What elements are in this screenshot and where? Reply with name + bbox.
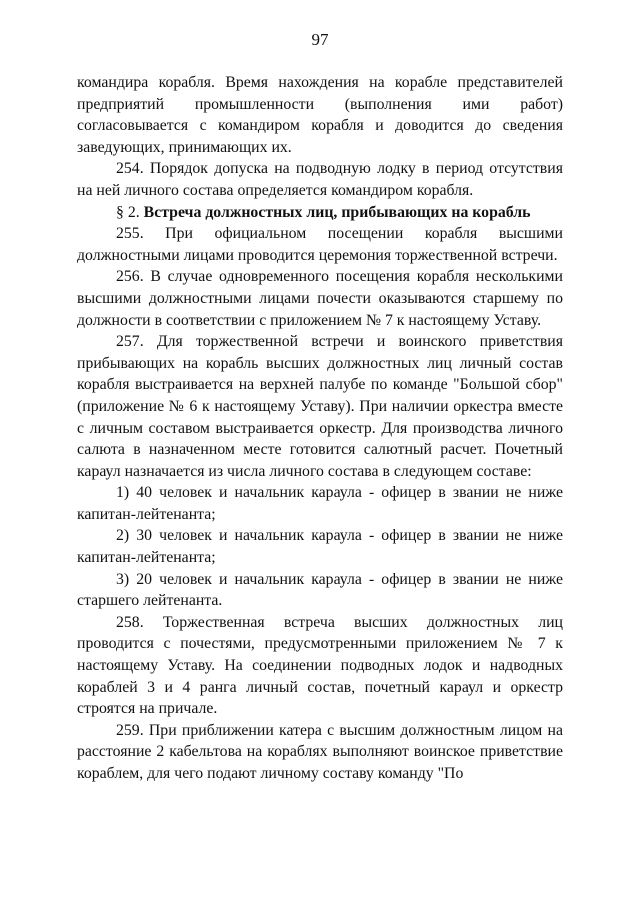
list-item-2: 2) 30 человек и начальник караула - офицер в звании не ниже капитан-лейтенанта; [77, 527, 563, 567]
paragraph-256: 256. В случае одновременного посещения корабля несколькими высшими должностными лицами почести оказываются старшему по должности в соответствии с приложением № 7 к настоящему Уставу. [77, 268, 563, 329]
paragraph-254: 254. Порядок допуска на подводную лодку в период отсутствия на ней личного состава определяется командиром корабля. [77, 160, 563, 199]
section-number: § 2. [116, 203, 140, 221]
section-heading [77, 202, 563, 224]
paragraph-continuation: командира корабля. Время нахождения на корабле представителей предприятий промышленности (выполнения ими работ) согласовывается с командиром корабля и доводится до сведения заведующих, принимающих их. [77, 74, 563, 156]
paragraph-255: 255. При официальном посещении корабля высшими должностными лицами проводится церемония торжественной встречи. [77, 225, 563, 264]
paragraph-258: 258. Торжественная встреча высших должностных лиц проводится с почестями, предусмотренными приложением № 7 к настоящему Уставу. На соединении подводных лодок и надводных кораблей 3 и 4 ранга личный состав, почетный караул и оркестр строятся на причале. [77, 613, 563, 718]
document-body [77, 72, 563, 785]
paragraph-257: 257. Для торжественной встречи и воинского приветствия прибывающих на корабль высших должностных лиц личный состав корабля выстраивается на верхней палубе по команде "Большой сбор" (приложение № 6 к настоящему Уставу). При наличии оркестра вместе с личным составом выстраивается оркестр. Для производства личного салюта в назначенном месте готовится салютный расчет. Почетный караул назначается из числа личного состава в следующем составе: [77, 333, 563, 480]
list-item-3: 3) 20 человек и начальник караула - офицер в звании не ниже старшего лейтенанта. [77, 570, 563, 610]
page-number: 97 [311, 30, 329, 49]
section-title: Встреча должностных лиц, прибывающих на корабль [143, 203, 531, 221]
list-item-1: 1) 40 человек и начальник караула - офицер в звании не ниже капитан-лейтенанта; [77, 484, 563, 523]
paragraph-259: 259. При приближении катера с высшим должностным лицом на расстояние 2 кабельтова на кораблях выполняют воинское приветствие кораблем, для чего подают личному составу команду "По [77, 721, 563, 782]
